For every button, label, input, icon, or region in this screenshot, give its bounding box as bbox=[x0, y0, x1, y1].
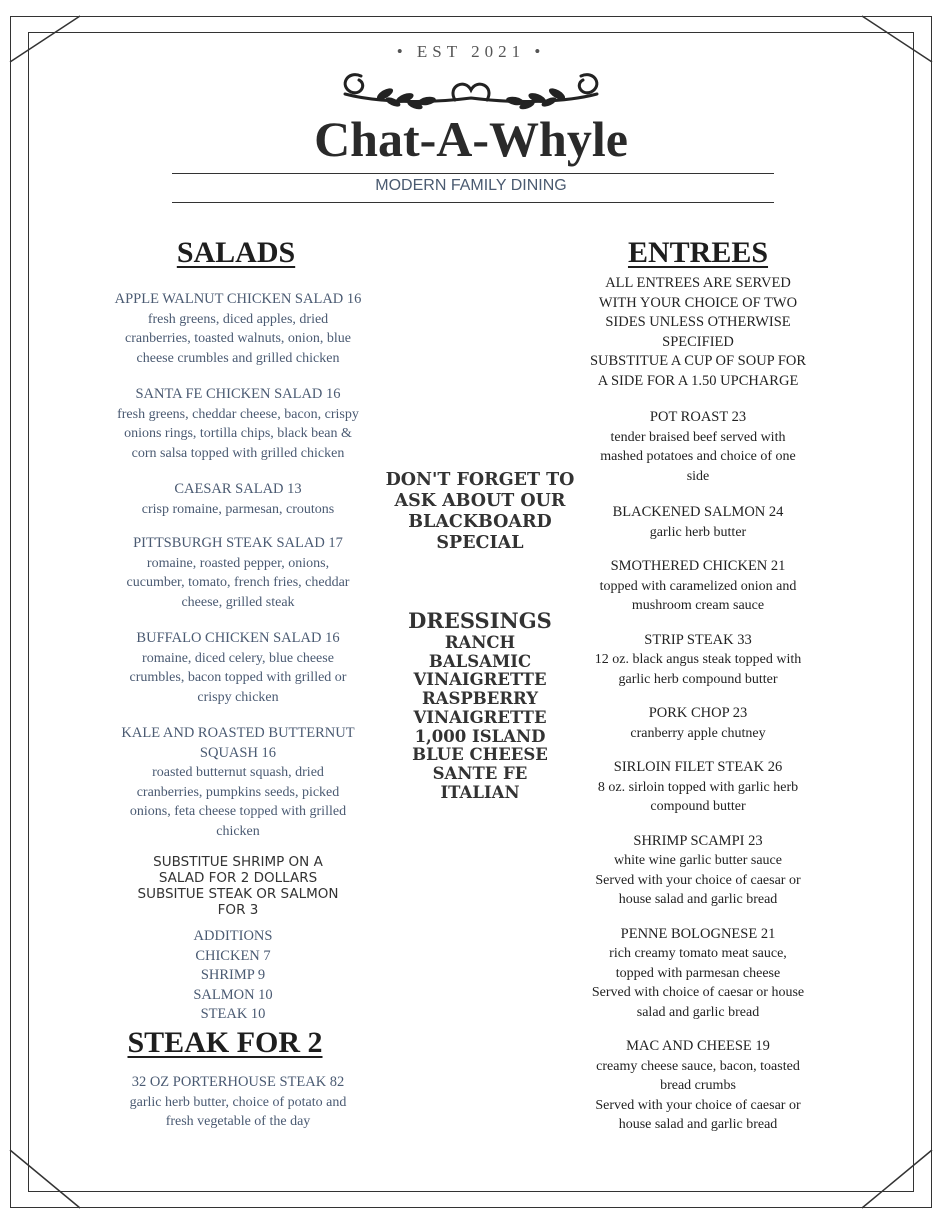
special-line: ASK ABOUT OUR bbox=[394, 491, 566, 511]
entree-item bbox=[566, 408, 830, 486]
entrees-note-line: WITH YOUR CHOICE OF TWO bbox=[598, 294, 798, 311]
entree-name: PORK CHOP 23 bbox=[648, 705, 748, 721]
restaurant-logo: Chat-A-Whyle bbox=[314, 111, 628, 167]
salad-desc-line: onions rings, tortilla chips, black bean & bbox=[124, 426, 352, 441]
entree-desc-line: Served with your choice of caesar or bbox=[595, 1097, 801, 1113]
entree-desc-line: salad and garlic bread bbox=[636, 1004, 760, 1020]
entree-name: SHRIMP SCAMPI 23 bbox=[633, 832, 763, 849]
dressing-item: VINAIGRETTE bbox=[413, 707, 547, 727]
laurel-ornament-icon bbox=[335, 54, 607, 112]
dressings-title: DRESSINGS bbox=[408, 608, 552, 633]
entree-desc-line: garlic herb butter bbox=[649, 524, 747, 540]
entree-name: PENNE BOLOGNESE 21 bbox=[620, 925, 776, 942]
entrees-title: ENTREES bbox=[627, 236, 769, 269]
salad-desc-line: romaine, diced celery, blue cheese bbox=[142, 650, 334, 666]
entree-desc-line: 8 oz. sirloin topped with garlic herb bbox=[597, 779, 799, 795]
blackboard-special-note bbox=[376, 470, 584, 554]
entree-desc-line: house salad and garlic bread bbox=[618, 892, 778, 907]
special-line: DON'T FORGET TO bbox=[385, 470, 575, 490]
entree-item bbox=[566, 758, 830, 817]
substitute-note bbox=[90, 854, 386, 918]
steak-desc-line: garlic herb butter, choice of potato and bbox=[129, 1094, 347, 1110]
entree-desc-line: 12 oz. black angus steak topped with bbox=[594, 652, 802, 667]
entrees-note-line: SIDES UNLESS OTHERWISE bbox=[605, 314, 791, 330]
entree-name: SIRLOIN FILET STEAK 26 bbox=[613, 759, 783, 775]
steak-name: 32 OZ PORTERHOUSE STEAK 82 bbox=[131, 1074, 345, 1090]
salad-name: BUFFALO CHICKEN SALAD 16 bbox=[136, 630, 340, 646]
dressing-item: ITALIAN bbox=[440, 782, 520, 802]
salads-list bbox=[90, 290, 386, 841]
entree-desc-line: compound butter bbox=[650, 799, 746, 814]
additions-heading: ADDITIONS bbox=[193, 928, 273, 944]
entree-desc-line: white wine garlic butter sauce bbox=[614, 853, 782, 868]
salad-name: SQUASH 16 bbox=[199, 744, 277, 761]
dressing-item: BALSAMIC bbox=[428, 651, 532, 671]
salad-desc-line: cheese, grilled steak bbox=[181, 594, 295, 610]
header-rule-top bbox=[172, 173, 774, 174]
entrees-note-line: SPECIFIED bbox=[662, 333, 734, 350]
salad-item bbox=[90, 534, 386, 612]
addition-item: CHICKEN 7 bbox=[195, 947, 271, 964]
salad-item bbox=[90, 480, 386, 519]
entree-desc-line: tender braised beef served with bbox=[610, 429, 786, 445]
entree-desc-line: house salad and garlic bread bbox=[618, 1117, 778, 1132]
special-line: SPECIAL bbox=[436, 533, 524, 553]
entree-desc-line: rich creamy tomato meat sauce, bbox=[609, 946, 787, 961]
salad-desc-line: cucumber, tomato, french fries, cheddar bbox=[126, 575, 350, 590]
steak-desc-line: fresh vegetable of the day bbox=[165, 1114, 311, 1129]
entree-item bbox=[566, 631, 830, 690]
entree-name: SMOTHERED CHICKEN 21 bbox=[610, 558, 786, 574]
entree-item bbox=[566, 704, 830, 743]
entree-name: POT ROAST 23 bbox=[649, 409, 747, 425]
entree-desc-line: mushroom cream sauce bbox=[631, 598, 765, 613]
salad-desc-line: chicken bbox=[216, 823, 260, 839]
salad-desc-line: fresh greens, cheddar cheese, bacon, crispy bbox=[117, 406, 359, 422]
addition-item: SHRIMP 9 bbox=[200, 967, 266, 983]
salad-desc-line: cheese crumbles and grilled chicken bbox=[136, 350, 340, 366]
entree-item bbox=[566, 1037, 830, 1135]
addition-item: SALMON 10 bbox=[193, 986, 273, 1003]
entree-item bbox=[566, 503, 830, 542]
additions-list bbox=[90, 927, 376, 1025]
dressing-item: 1,000 ISLAND bbox=[414, 726, 546, 746]
salads-title: SALADS bbox=[176, 236, 296, 269]
entree-desc-line: garlic herb compound butter bbox=[618, 671, 778, 687]
entree-desc-line: side bbox=[686, 468, 710, 484]
established-text: • EST 2021 • bbox=[396, 42, 546, 61]
entree-desc-line: topped with parmesan cheese bbox=[615, 965, 781, 981]
dressings-list bbox=[376, 634, 584, 802]
dressing-item: SANTE FE bbox=[432, 763, 528, 783]
entree-desc-line: topped with caramelized onion and bbox=[599, 578, 797, 594]
entree-item bbox=[566, 557, 830, 616]
entrees-note-line: SUBSTITUE A CUP OF SOUP FOR bbox=[589, 353, 807, 369]
substitute-line: SALAD FOR 2 DOLLARS bbox=[158, 870, 318, 886]
steak-for-2-title: STEAK FOR 2 bbox=[127, 1026, 323, 1059]
dressing-item: RASPBERRY bbox=[421, 689, 539, 709]
salad-desc-line: fresh greens, diced apples, dried bbox=[147, 311, 329, 327]
addition-item: STEAK 10 bbox=[200, 1006, 266, 1022]
salad-desc-line: crispy chicken bbox=[197, 689, 279, 705]
salad-name: PITTSBURGH STEAK SALAD 17 bbox=[133, 535, 343, 551]
substitute-line: SUBSTITUE SHRIMP ON A bbox=[153, 854, 323, 870]
salad-desc-line: roasted butternut squash, dried bbox=[152, 765, 324, 780]
salad-desc-line: crisp romaine, parmesan, croutons bbox=[141, 501, 335, 517]
salad-item bbox=[90, 629, 386, 707]
entree-desc-line: Served with your choice of caesar or bbox=[595, 872, 801, 888]
entree-desc-line: Served with choice of caesar or house bbox=[591, 985, 805, 1000]
entrees-note-line: A SIDE FOR A 1.50 UPCHARGE bbox=[597, 372, 799, 389]
entree-name: STRIP STEAK 33 bbox=[644, 631, 752, 648]
salad-desc-line: crumbles, bacon topped with grilled or bbox=[129, 670, 347, 685]
salad-desc-line: cranberries, pumpkins seeds, picked bbox=[136, 784, 340, 800]
dressing-item: VINAIGRETTE bbox=[413, 670, 547, 690]
entree-name: MAC AND CHEESE 19 bbox=[626, 1038, 770, 1054]
tagline: MODERN FAMILY DINING bbox=[375, 177, 567, 194]
dressing-item: BLUE CHEESE bbox=[412, 745, 548, 765]
salad-name: APPLE WALNUT CHICKEN SALAD 16 bbox=[114, 291, 362, 307]
steak-for-2-item bbox=[90, 1073, 386, 1132]
salad-item bbox=[90, 290, 386, 368]
entrees-note-line: ALL ENTREES ARE SERVED bbox=[605, 275, 791, 291]
salad-name: SANTA FE CHICKEN SALAD 16 bbox=[135, 386, 341, 402]
salad-desc-line: romaine, roasted pepper, onions, bbox=[146, 555, 330, 571]
substitute-line: SUBSITUE STEAK OR SALMON bbox=[137, 886, 339, 902]
substitute-line: FOR 3 bbox=[217, 902, 259, 918]
salad-item bbox=[90, 385, 386, 463]
entree-desc-line: cranberry apple chutney bbox=[630, 725, 766, 741]
salad-item bbox=[90, 724, 386, 841]
salad-desc-line: corn salsa topped with grilled chicken bbox=[131, 445, 345, 461]
entrees-list bbox=[566, 408, 830, 1135]
entree-item bbox=[566, 925, 830, 1023]
special-line: BLACKBOARD bbox=[408, 512, 552, 532]
entree-item bbox=[566, 832, 830, 910]
salad-desc-line: onions, feta cheese topped with grilled bbox=[129, 804, 347, 819]
header-rule-bottom bbox=[172, 202, 774, 203]
entree-desc-line: mashed potatoes and choice of one bbox=[600, 449, 796, 464]
entree-desc-line: bread crumbs bbox=[660, 1078, 736, 1093]
dressing-item: RANCH bbox=[444, 633, 516, 652]
entree-desc-line: creamy cheese sauce, bacon, toasted bbox=[596, 1058, 800, 1074]
salad-desc-line: cranberries, toasted walnuts, onion, blue bbox=[125, 331, 351, 346]
entree-name: BLACKENED SALMON 24 bbox=[612, 504, 784, 520]
salad-name: KALE AND ROASTED BUTTERNUT bbox=[121, 725, 355, 741]
entrees-note bbox=[566, 274, 830, 391]
salad-name: CAESAR SALAD 13 bbox=[174, 481, 302, 497]
